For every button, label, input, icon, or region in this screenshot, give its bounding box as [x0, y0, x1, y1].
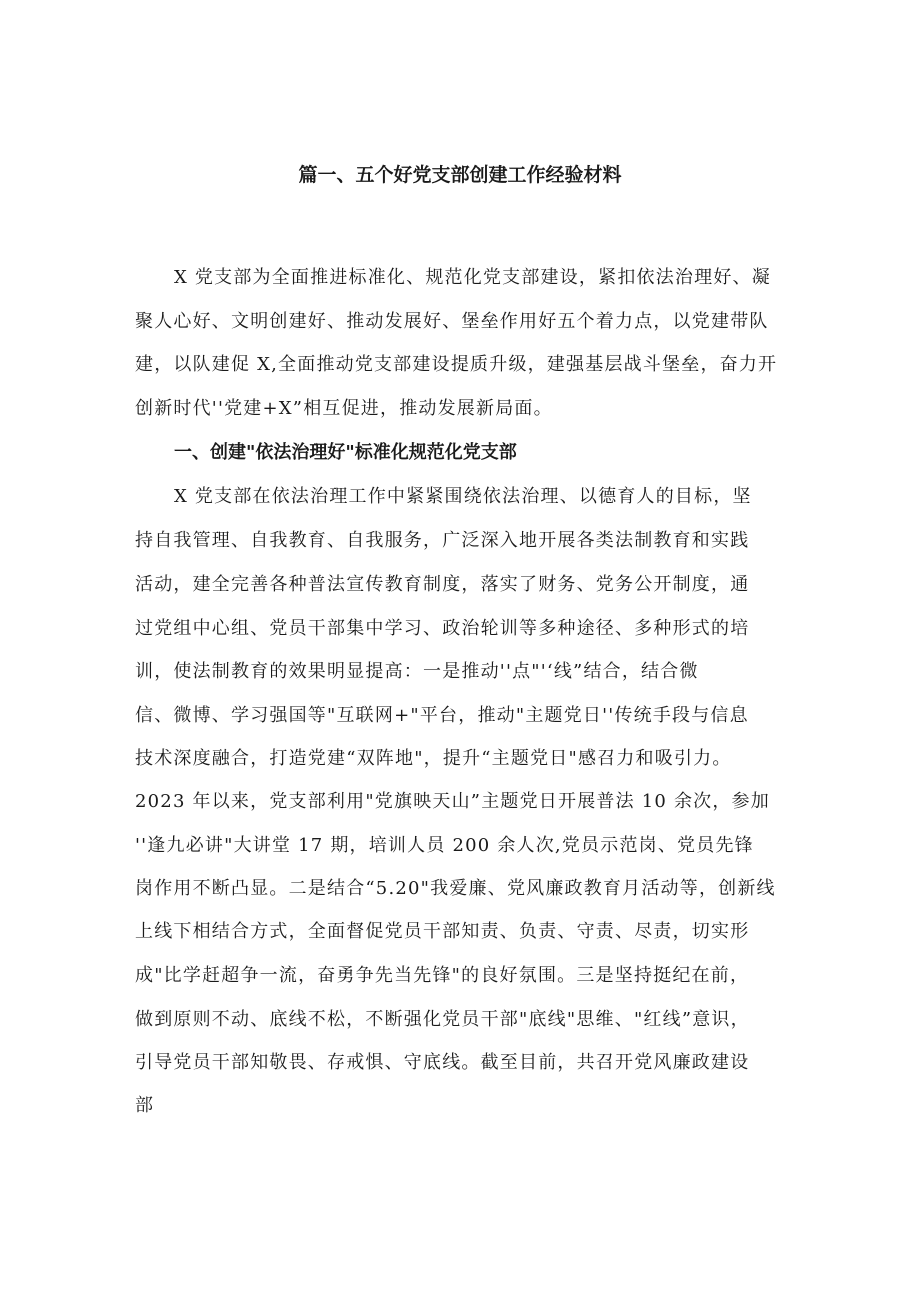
intro-line-3: 建，以队建促 X,全面推动党支部建设提质升级，建强基层战斗堡垒，奋力开 — [135, 354, 778, 375]
section-line-14: 引导党员干部知敬畏、存戒惧、守底线。截至目前，共召开党风廉政建设 — [135, 1052, 750, 1073]
section-line-5: 训，使法制教育的效果明显提高：一是推动''点"'‘线”结合，结合微 — [135, 661, 699, 682]
intro-line-4: 创新时代''党建+X”相互促进，推动发展新局面。 — [135, 398, 553, 419]
section-line-8: 2023 年以来，党支部利用"党旗映天山”主题党日开展普法 10 余次，参加 — [135, 791, 770, 812]
section-line-15: 部 — [135, 1095, 155, 1116]
section-line-2: 持自我管理、自我教育、自我服务，广泛深入地开展各类法制教育和实践 — [135, 530, 750, 551]
section-line-6: 信、微博、学习强国等"互联网+"平台，推动"主题党日''传统手段与信息 — [135, 705, 749, 726]
section-line-4: 过党组中心组、党员干部集中学习、政治轮训等多种途径、多种形式的培 — [135, 618, 750, 639]
section-line-9: ''逢九必讲"大讲堂 17 期，培训人员 200 余人次,党员示范岗、党员先锋 — [135, 835, 754, 856]
section-line-11: 上线下相结合方式，全面督促党员干部知责、负责、守责、尽责，切实形 — [135, 921, 750, 942]
intro-line-2: 聚人心好、文明创建好、推动发展好、堡垒作用好五个着力点，以党建带队 — [135, 311, 769, 332]
section-line-13: 做到原则不动、底线不松，不断强化党员干部"底线"思维、"红线”意识， — [135, 1009, 750, 1030]
section-line-3: 活动，建全完善各种普法宣传教育制度，落实了财务、党务公开制度，通 — [135, 574, 750, 595]
section-line-12: 成"比学赶超争一流，奋勇争先当先锋"的良好氛围。三是坚持挺纪在前， — [135, 965, 750, 986]
document-title: 篇一、五个好党支部创建工作经验材料 — [298, 164, 622, 186]
section-heading: 一、创建"依法治理好"标准化规范化党支部 — [174, 442, 517, 463]
section-line-1: X 党支部在依法治理工作中紧紧围绕依法治理、以德育人的目标，坚 — [174, 486, 752, 507]
section-line-7: 技术深度融合，打造党建“双阵地"，提升“主题党日"感召力和吸引力。 — [135, 748, 732, 769]
section-line-10: 岗作用不断凸显。二是结合“5.20"我爱廉、党风廉政教育月活动等，创新线 — [135, 878, 776, 899]
intro-line-1: X 党支部为全面推进标准化、规范化党支部建设，紧扣依法治理好、凝 — [174, 267, 771, 288]
